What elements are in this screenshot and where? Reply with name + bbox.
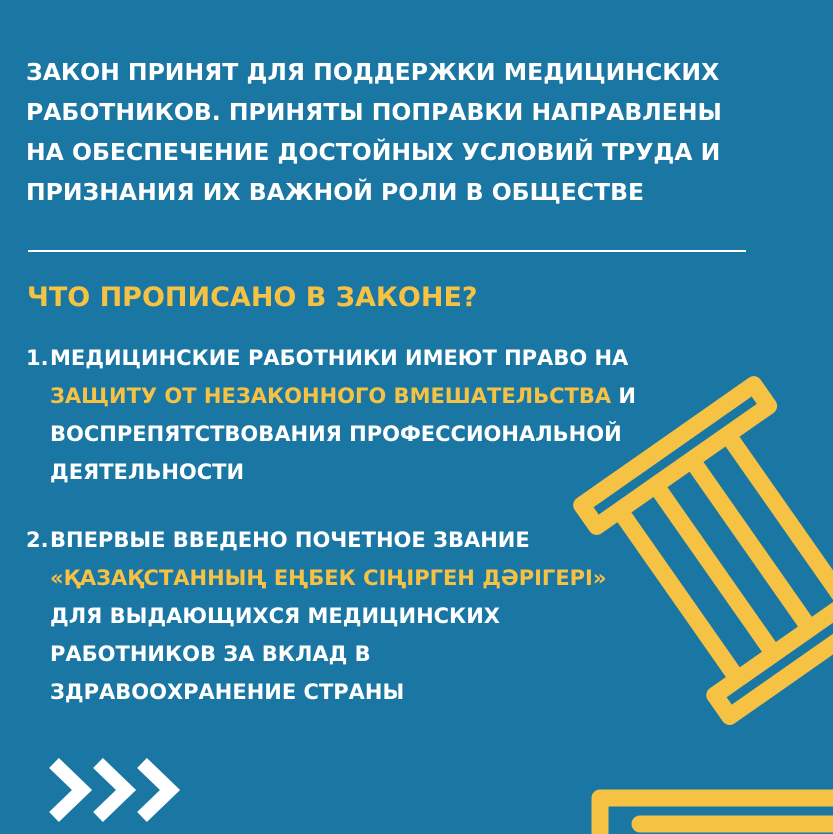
list-item-line: ВОСПРЕПЯТСТВОВАНИЯ ПРОФЕССИОНАЛЬНОЙ bbox=[50, 422, 622, 446]
list-item-line: РАБОТНИКОВ ЗА ВКЛАД В bbox=[50, 642, 371, 666]
list-item-line: МЕДИЦИНСКИЕ РАБОТНИКИ ИМЕЮТ ПРАВО НА bbox=[50, 346, 629, 370]
highlight-text: ЗАЩИТУ ОТ НЕЗАКОННОГО ВМЕШАТЕЛЬСТВА bbox=[50, 384, 612, 408]
highlight-text: «ҚАЗАҚСТАННЫҢ ЕҢБЕК СІҢІРГЕН ДӘРІГЕРІ» bbox=[50, 566, 607, 590]
list-item-line: ВПЕРВЫЕ ВВЕДЕНО ПОЧЕТНОЕ ЗВАНИЕ bbox=[50, 528, 530, 552]
list-item bbox=[26, 339, 636, 491]
list-item-number: 1. bbox=[26, 346, 49, 370]
section-heading: ЧТО ПРОПИСАНО В ЗАКОНЕ? bbox=[27, 282, 478, 313]
list-item-text: И bbox=[611, 384, 637, 408]
list-item-line: ДЕЯТЕЛЬНОСТИ bbox=[50, 460, 245, 484]
intro-line: ЗАКОН ПРИНЯТ ДЛЯ ПОДДЕРЖКИ МЕДИЦИНСКИХ bbox=[26, 58, 720, 86]
divider bbox=[28, 250, 746, 252]
list-item-line bbox=[50, 377, 636, 415]
intro-line: НА ОБЕСПЕЧЕНИЕ ДОСТОЙНЫХ УСЛОВИЙ ТРУДА И bbox=[26, 138, 721, 166]
triple-chevron-right-icon bbox=[46, 757, 188, 823]
list-item-line: ЗДРАВООХРАНЕНИЕ СТРАНЫ bbox=[50, 680, 405, 704]
intro-text bbox=[26, 52, 766, 212]
intro-line: РАБОТНИКОВ. ПРИНЯТЫ ПОПРАВКИ НАПРАВЛЕНЫ bbox=[26, 98, 722, 126]
list-item-number: 2. bbox=[26, 528, 49, 552]
list-item bbox=[26, 521, 606, 711]
intro-line: ПРИЗНАНИЯ ИХ ВАЖНОЙ РОЛИ В ОБЩЕСТВЕ bbox=[26, 178, 645, 206]
list-item-line: ДЛЯ ВЫДАЮЩИХСЯ МЕДИЦИНСКИХ bbox=[50, 604, 500, 628]
